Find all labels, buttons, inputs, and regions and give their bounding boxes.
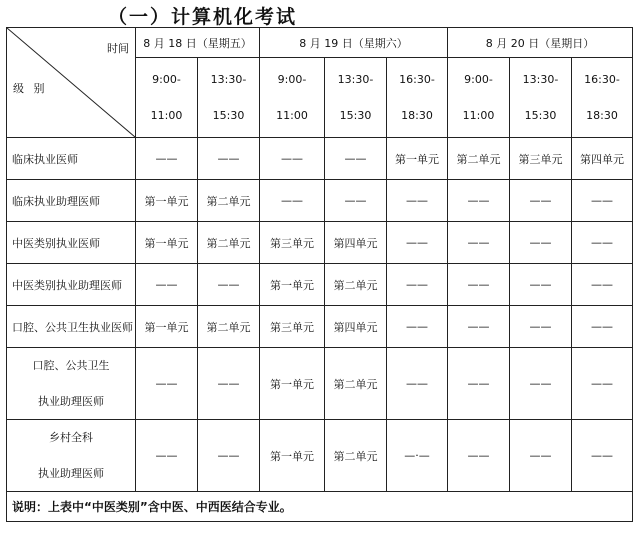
schedule-cell: 第一单元: [387, 138, 448, 180]
time-slot-cell: [510, 58, 572, 138]
schedule-cell: ——: [136, 348, 198, 420]
header-corner-cell: [7, 28, 136, 138]
slot-start: 9:00-: [277, 72, 307, 86]
schedule-cell: ——: [510, 420, 572, 492]
schedule-cell: ——: [387, 180, 448, 222]
date-header-aug19: 8 月 19 日（星期六）: [260, 28, 448, 58]
schedule-cell: 第二单元: [325, 420, 387, 492]
slot-start: 13:30-: [337, 72, 374, 86]
schedule-cell: 第一单元: [136, 306, 198, 348]
schedule-cell: ——: [387, 306, 448, 348]
schedule-cell: 第三单元: [260, 222, 325, 264]
schedule-cell: ——: [572, 348, 633, 420]
date-header-aug20: 8 月 20 日（星期日）: [448, 28, 633, 58]
schedule-cell: 第四单元: [325, 306, 387, 348]
schedule-cell: ——: [448, 180, 510, 222]
slot-end: 11:00: [150, 108, 183, 122]
schedule-cell: ——: [510, 264, 572, 306]
row-label-line: 中医类别执业助理医师: [12, 278, 122, 292]
table-row: [7, 264, 633, 306]
schedule-cell: ——: [198, 264, 260, 306]
schedule-cell: ——: [572, 420, 633, 492]
slot-start: 13:30-: [210, 72, 247, 86]
row-label: [7, 138, 136, 180]
schedule-cell: 第二单元: [198, 222, 260, 264]
row-label: [7, 306, 136, 348]
slot-end: 15:30: [212, 108, 245, 122]
slot-end: 11:00: [462, 108, 495, 122]
slot-start: 13:30-: [522, 72, 559, 86]
slot-end: 15:30: [339, 108, 372, 122]
slot-end: 15:30: [524, 108, 557, 122]
row-label: [7, 180, 136, 222]
schedule-cell: ——: [448, 348, 510, 420]
row-label-line: 乡村全科: [49, 430, 93, 444]
schedule-cell: ——: [510, 222, 572, 264]
schedule-cell: 第一单元: [136, 180, 198, 222]
exam-schedule-table: [6, 27, 633, 522]
schedule-cell: 第四单元: [325, 222, 387, 264]
schedule-cell: 第四单元: [572, 138, 633, 180]
schedule-cell: ——: [448, 420, 510, 492]
schedule-cell: 第一单元: [136, 222, 198, 264]
slot-start: 9:00-: [152, 72, 181, 86]
schedule-cell: ——: [198, 348, 260, 420]
time-slot-cell: [448, 58, 510, 138]
time-slot-cell: [260, 58, 325, 138]
slot-end: 18:30: [401, 108, 433, 122]
schedule-cell: ——: [510, 348, 572, 420]
time-slot-cell: [572, 58, 633, 138]
schedule-cell: 第一单元: [260, 348, 325, 420]
table-row: [7, 222, 633, 264]
schedule-cell: 第三单元: [510, 138, 572, 180]
schedule-cell: ——: [572, 222, 633, 264]
schedule-cell: ——: [572, 180, 633, 222]
schedule-cell: ——: [136, 264, 198, 306]
date-header-aug18: 8 月 18 日（星期五）: [136, 28, 260, 58]
schedule-cell: ——: [387, 264, 448, 306]
schedule-body: [7, 138, 633, 492]
slot-end: 11:00: [276, 108, 308, 122]
slot-start: 16:30-: [399, 72, 435, 86]
time-slot-cell: [136, 58, 198, 138]
row-label-line: 中医类别执业医师: [12, 236, 100, 250]
schedule-cell: 第三单元: [260, 306, 325, 348]
time-label: 时间: [107, 42, 129, 55]
table-row: [7, 420, 633, 492]
row-label-line: 执业助理医师: [38, 394, 104, 408]
schedule-cell: 第二单元: [325, 348, 387, 420]
schedule-cell: ——: [325, 180, 387, 222]
schedule-cell: ——: [510, 306, 572, 348]
slot-start: 9:00-: [464, 72, 493, 86]
schedule-cell: ——: [387, 348, 448, 420]
schedule-cell: ——: [325, 138, 387, 180]
row-label: [7, 420, 136, 492]
section-title: （一）计算机化考试: [108, 6, 298, 28]
schedule-cell: ——: [572, 264, 633, 306]
time-slot-cell: [325, 58, 387, 138]
schedule-cell: ——: [572, 306, 633, 348]
row-label-line: 临床执业医师: [12, 152, 78, 166]
schedule-cell: ——: [260, 180, 325, 222]
row-label-line: 执业助理医师: [38, 466, 104, 480]
row-label-line: 口腔、公共卫生: [32, 358, 110, 372]
row-label: [7, 348, 136, 420]
table-row: [7, 180, 633, 222]
table-row: [7, 348, 633, 420]
slot-start: 16:30-: [584, 72, 620, 86]
schedule-cell: 第二单元: [198, 180, 260, 222]
table-row: [7, 306, 633, 348]
schedule-cell: ——: [510, 180, 572, 222]
schedule-cell: ——: [136, 420, 198, 492]
row-label-line: 临床执业助理医师: [12, 194, 100, 208]
row-label-line: 口腔、公共卫生执业医师: [12, 320, 133, 334]
schedule-cell: ——: [198, 420, 260, 492]
table-row: [7, 138, 633, 180]
schedule-cell: 第二单元: [198, 306, 260, 348]
schedule-cell: 第二单元: [448, 138, 510, 180]
schedule-cell: ——: [387, 222, 448, 264]
schedule-cell: ——: [448, 264, 510, 306]
schedule-cell: 第二单元: [325, 264, 387, 306]
row-label: [7, 222, 136, 264]
row-label: [7, 264, 136, 306]
schedule-cell: ——: [136, 138, 198, 180]
schedule-cell: 第一单元: [260, 264, 325, 306]
schedule-cell: 第一单元: [260, 420, 325, 492]
level-label: 级 别: [13, 82, 48, 95]
schedule-cell: ——: [198, 138, 260, 180]
schedule-cell: ——: [260, 138, 325, 180]
schedule-cell: —·—: [387, 420, 448, 492]
schedule-cell: ——: [448, 306, 510, 348]
footnote: 说明：上表中“中医类别”含中医、中西医结合专业。: [7, 492, 633, 522]
time-slot-cell: [198, 58, 260, 138]
slot-end: 18:30: [586, 108, 618, 122]
schedule-cell: ——: [448, 222, 510, 264]
time-slot-cell: [387, 58, 448, 138]
